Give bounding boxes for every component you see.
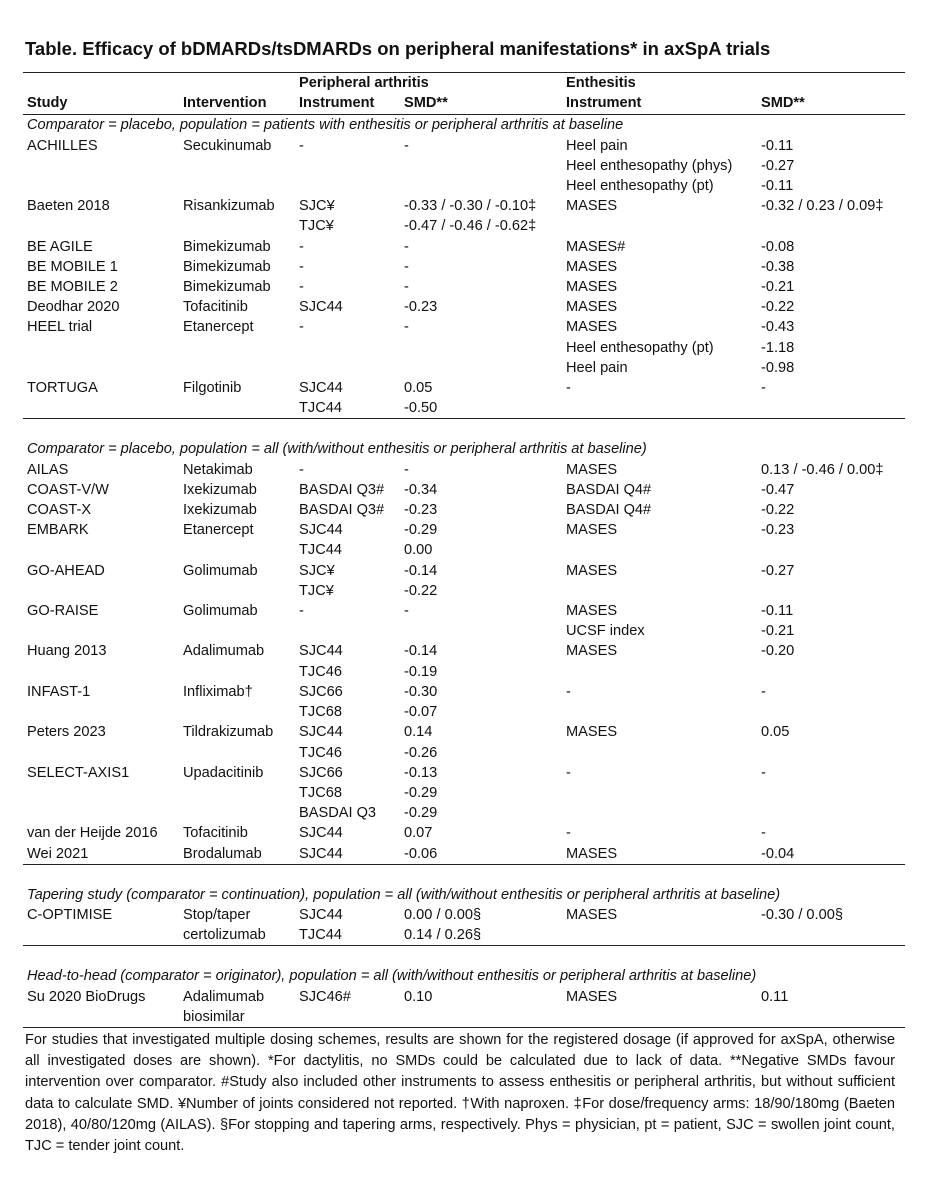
table-row [23, 398, 905, 419]
cell-en-smd: -0.21 [761, 623, 795, 640]
cell-study [23, 338, 179, 358]
cell-pa-instrument: SJC44 [295, 844, 400, 865]
cell-pa-smd: 0.00 / 0.00§ [404, 906, 482, 923]
cell-en-smd [757, 783, 905, 803]
cell-pa-instrument: - [299, 279, 304, 296]
cell-en-smd: 0.11 [761, 988, 789, 1005]
cell-en-instrument [562, 925, 757, 946]
table-row [23, 641, 905, 661]
cell-pa-instrument: TJC44 [295, 925, 400, 946]
cell-pa-smd [400, 176, 562, 196]
cell-pa-smd: 0.14 [404, 724, 433, 741]
cell-study: TORTUGA [27, 380, 98, 397]
cell-pa-smd: -0.47 / -0.46 / -0.62‡ [404, 218, 537, 235]
cell-pa-smd: 0.00 [404, 542, 433, 559]
cell-pa-instrument: SJC¥ [299, 198, 335, 215]
cell-pa-smd [400, 338, 562, 358]
table-row [23, 1007, 905, 1028]
cell-study: ACHILLES [27, 137, 98, 154]
footnote: For studies that investigated multiple dosing schemes, results are shown for the registered dosage (if approved for axSpA, otherwise all investigated doses are shown). *For dactylitis, no SMDs could be calculated due to lack of data. **Negative SMDs favour intervention over comparator. #Study also included other instruments to assess enthesitis or peripheral arthritis, but without sufficient data to calculate SMD. ¥Number of joints considered not reported. †With naproxen. ‡For dose/frequency arms: 18/90/180mg (Baeten 2018), 40/80/120mg (AILAS). §For stopping and tapering arms, respectively. Phys = physician, pt = patient, SJC = swollen joint count, TJC = tender joint count. [25, 1032, 895, 1155]
cell-pa-instrument: SJC44 [299, 522, 343, 539]
cell-intervention: Bimekizumab [183, 258, 271, 275]
cell-en-smd [757, 662, 905, 682]
table-row [23, 520, 905, 540]
cell-en-smd: -0.27 [761, 562, 795, 579]
cell-study [23, 398, 179, 419]
table-row [23, 763, 905, 783]
cell-study [23, 621, 179, 641]
cell-study: C-OPTIMISE [27, 906, 113, 923]
table-row [23, 682, 905, 702]
cell-intervention: Risankizumab [183, 198, 275, 215]
cell-pa-smd: -0.29 [404, 784, 438, 801]
table-row [23, 358, 905, 378]
table-row [23, 783, 905, 803]
cell-pa-smd: -0.26 [404, 744, 438, 761]
cell-study [23, 216, 179, 236]
cell-intervention: Filgotinib [183, 380, 242, 397]
cell-pa-instrument: SJC44 [299, 825, 343, 842]
cell-study: Huang 2013 [27, 643, 107, 660]
cell-pa-instrument: TJC44 [295, 398, 400, 419]
cell-en-instrument [562, 398, 757, 419]
cell-en-smd: -0.22 [761, 502, 795, 519]
cell-pa-instrument: - [299, 258, 304, 275]
section-header-row [23, 439, 905, 459]
cell-pa-smd [400, 358, 562, 378]
cell-en-smd: -0.32 / 0.23 / 0.09‡ [761, 198, 884, 215]
cell-intervention: Tofacitinib [183, 299, 248, 316]
cell-intervention [179, 338, 295, 358]
cell-intervention: Bimekizumab [183, 279, 271, 296]
table-row [23, 621, 905, 641]
section-spacer [23, 419, 905, 440]
table-row [23, 136, 905, 156]
cell-pa-smd: - [404, 319, 409, 336]
cell-en-instrument: MASES [566, 906, 618, 923]
table-row [23, 216, 905, 236]
section-title: Tapering study (comparator = continuation), population = all (with/without enthesitis or peripheral arthritis at baseline) [27, 886, 781, 903]
cell-study: GO-RAISE [27, 603, 99, 620]
cell-en-instrument: MASES [566, 643, 618, 660]
cell-en-smd [757, 702, 905, 722]
cell-pa-instrument: TJC¥ [299, 218, 334, 235]
cell-en-instrument [562, 662, 757, 682]
cell-intervention [179, 216, 295, 236]
header-study: Study [23, 93, 179, 115]
cell-pa-smd: 0.10 [404, 988, 433, 1005]
cell-en-instrument: - [566, 380, 571, 397]
cell-en-instrument [562, 540, 757, 560]
cell-pa-smd: -0.50 [400, 398, 562, 419]
table-row [23, 480, 905, 500]
cell-study: HEEL trial [27, 319, 93, 336]
cell-pa-instrument [295, 156, 400, 176]
cell-study: Su 2020 BioDrugs [27, 988, 146, 1005]
cell-en-instrument: - [566, 764, 571, 781]
table-row [23, 540, 905, 560]
cell-intervention [179, 702, 295, 722]
cell-en-instrument: MASES [566, 279, 618, 296]
cell-en-smd [757, 581, 905, 601]
cell-en-smd: -0.47 [761, 481, 795, 498]
cell-en-smd: -0.98 [761, 359, 795, 376]
cell-pa-instrument: - [299, 238, 304, 255]
cell-intervention [179, 581, 295, 601]
cell-pa-instrument [295, 1007, 400, 1028]
cell-pa-instrument: SJC44 [299, 724, 343, 741]
cell-intervention: Ixekizumab [183, 502, 257, 519]
cell-en-instrument: BASDAI Q4# [566, 502, 652, 519]
cell-study [23, 358, 179, 378]
header-en-instrument: Instrument [562, 93, 757, 115]
cell-intervention: Infliximab† [183, 683, 253, 700]
cell-intervention: Ixekizumab [183, 481, 257, 498]
cell-pa-smd [400, 156, 562, 176]
cell-pa-instrument: SJC44 [299, 380, 343, 397]
cell-pa-instrument: BASDAI Q3# [299, 481, 385, 498]
cell-study: EMBARK [27, 522, 89, 539]
cell-pa-smd: -0.34 [404, 481, 438, 498]
cell-study: BE MOBILE 1 [27, 258, 118, 275]
cell-intervention: certolizumab [179, 925, 295, 946]
cell-en-instrument: Heel enthesopathy (pt) [566, 339, 714, 356]
cell-study [23, 925, 179, 946]
cell-pa-instrument [295, 176, 400, 196]
cell-en-instrument: - [566, 825, 571, 842]
cell-intervention: Golimumab [183, 562, 258, 579]
cell-en-smd: -0.11 [761, 603, 794, 620]
cell-pa-instrument: - [299, 603, 304, 620]
cell-en-instrument: MASES [566, 461, 618, 478]
cell-study [23, 803, 179, 823]
table-row [23, 257, 905, 277]
cell-en-instrument: MASES [566, 198, 618, 215]
cell-intervention [179, 358, 295, 378]
cell-pa-instrument [295, 621, 400, 641]
table-row [23, 702, 905, 722]
cell-en-smd: -0.08 [761, 238, 795, 255]
cell-study: Peters 2023 [27, 724, 106, 741]
cell-pa-instrument: - [299, 319, 304, 336]
table-row [23, 156, 905, 176]
table-body [23, 115, 905, 1028]
cell-intervention [179, 803, 295, 823]
cell-intervention: Brodalumab [179, 844, 295, 865]
cell-study [23, 156, 179, 176]
cell-en-smd: - [761, 683, 766, 700]
table-row [23, 237, 905, 257]
table-row [23, 844, 905, 865]
table-row [23, 500, 905, 520]
cell-en-instrument: MASES [566, 299, 618, 316]
cell-study [23, 176, 179, 196]
cell-en-instrument: UCSF index [566, 623, 645, 640]
cell-en-smd: 0.13 / -0.46 / 0.00‡ [761, 461, 884, 478]
cell-en-instrument [562, 1007, 757, 1028]
cell-study [23, 1007, 179, 1028]
cell-study: INFAST-1 [27, 683, 91, 700]
cell-en-smd [757, 1007, 905, 1028]
cell-pa-smd [400, 1007, 562, 1028]
cell-study [23, 662, 179, 682]
cell-en-smd: -0.23 [761, 522, 795, 539]
cell-pa-instrument [295, 338, 400, 358]
table-row [23, 196, 905, 216]
cell-en-smd [757, 925, 905, 946]
cell-pa-smd: -0.22 [404, 582, 438, 599]
section-header-row [23, 966, 905, 986]
cell-en-instrument: - [566, 683, 571, 700]
cell-en-instrument: Heel enthesopathy (phys) [566, 157, 733, 174]
cell-study: SELECT-AXIS1 [27, 764, 130, 781]
table-header [23, 73, 905, 115]
cell-intervention [179, 156, 295, 176]
cell-pa-instrument: BASDAI Q3 [299, 805, 377, 822]
cell-en-instrument [562, 581, 757, 601]
cell-intervention: Etanercept [183, 522, 254, 539]
cell-en-instrument [562, 702, 757, 722]
cell-study: COAST-V/W [27, 481, 109, 498]
table-row [23, 460, 905, 480]
cell-pa-smd: -0.23 [404, 502, 438, 519]
cell-study: AILAS [27, 461, 69, 478]
cell-pa-smd: -0.06 [400, 844, 562, 865]
table-row [23, 277, 905, 297]
cell-en-instrument: MASES [566, 258, 618, 275]
cell-study [23, 581, 179, 601]
section-header-row [23, 115, 905, 136]
cell-en-instrument: MASES [562, 844, 757, 865]
cell-pa-smd: - [404, 137, 409, 154]
cell-study: BE MOBILE 2 [27, 279, 118, 296]
cell-en-smd: -0.43 [761, 319, 795, 336]
cell-study [23, 783, 179, 803]
cell-pa-instrument: TJC68 [299, 704, 342, 721]
table-row [23, 722, 905, 742]
header-pa-smd: SMD** [400, 93, 562, 115]
section-header-row [23, 885, 905, 905]
cell-en-smd: -1.18 [761, 339, 795, 356]
table-row [23, 905, 905, 925]
cell-study [23, 743, 179, 763]
section-title: Comparator = placebo, population = all (with/without enthesitis or peripheral arthritis at baseline) [27, 441, 647, 458]
cell-en-smd: - [761, 764, 766, 781]
cell-pa-instrument [295, 358, 400, 378]
cell-en-smd: -0.20 [761, 643, 795, 660]
cell-study [23, 540, 179, 560]
cell-pa-instrument: SJC44 [299, 643, 343, 660]
cell-pa-smd: -0.07 [404, 704, 438, 721]
cell-en-instrument: MASES [566, 319, 618, 336]
cell-pa-instrument: SJC66 [299, 764, 343, 781]
section-spacer [23, 946, 905, 967]
cell-study: Deodhar 2020 [27, 299, 120, 316]
cell-pa-instrument: TJC44 [299, 542, 342, 559]
cell-en-smd: -0.22 [761, 299, 795, 316]
cell-intervention [179, 662, 295, 682]
cell-en-instrument: MASES [566, 988, 618, 1005]
cell-intervention: Etanercept [183, 319, 254, 336]
cell-pa-instrument: SJC¥ [299, 562, 335, 579]
cell-en-instrument: MASES# [566, 238, 626, 255]
cell-pa-instrument: - [299, 461, 304, 478]
cell-pa-smd: - [404, 461, 409, 478]
section-title: Head-to-head (comparator = originator), population = all (with/without enthesitis or peripheral arthritis at baseline) [27, 968, 757, 985]
cell-intervention: biosimilar [179, 1007, 295, 1028]
table-row [23, 378, 905, 398]
cell-pa-smd: -0.14 [404, 643, 438, 660]
table-row [23, 581, 905, 601]
cell-en-instrument [562, 783, 757, 803]
cell-pa-instrument: TJC¥ [299, 582, 334, 599]
cell-pa-instrument: BASDAI Q3# [299, 502, 385, 519]
cell-study: GO-AHEAD [27, 562, 105, 579]
cell-en-smd [757, 743, 905, 763]
cell-intervention: Golimumab [183, 603, 258, 620]
cell-pa-smd: -0.19 [404, 663, 438, 680]
table-title: Table. Efficacy of bDMARDs/tsDMARDs on peripheral manifestations* in axSpA trials [25, 38, 771, 59]
cell-study: Baeten 2018 [27, 198, 110, 215]
cell-en-smd [757, 803, 905, 823]
section-spacer [23, 864, 905, 885]
cell-pa-smd: 0.07 [404, 825, 433, 842]
header-en-smd: SMD** [757, 93, 905, 115]
cell-pa-instrument: - [299, 137, 304, 154]
cell-en-instrument: Heel pain [566, 137, 628, 154]
cell-en-smd [757, 398, 905, 419]
cell-en-instrument: BASDAI Q4# [566, 481, 652, 498]
header-peripheral-arthritis: Peripheral arthritis [299, 75, 429, 91]
cell-en-instrument: Heel enthesopathy (pt) [566, 178, 714, 195]
cell-intervention: Adalimumab [183, 643, 265, 660]
cell-en-instrument: Heel pain [566, 359, 628, 376]
cell-en-instrument: MASES [566, 522, 618, 539]
table-row [23, 297, 905, 317]
cell-pa-instrument: TJC68 [299, 784, 342, 801]
cell-en-instrument: MASES [566, 562, 618, 579]
cell-en-smd: -0.11 [761, 137, 794, 154]
cell-en-smd: - [761, 825, 766, 842]
cell-intervention: Upadacitinib [183, 764, 264, 781]
cell-pa-instrument: SJC44 [299, 906, 343, 923]
cell-pa-instrument: SJC44 [299, 299, 343, 316]
cell-intervention: Adalimumab [183, 988, 265, 1005]
cell-en-instrument [562, 743, 757, 763]
table-row [23, 823, 905, 843]
cell-en-smd [757, 216, 905, 236]
cell-en-smd: 0.05 [761, 724, 790, 741]
header-intervention: Intervention [179, 93, 295, 115]
cell-pa-instrument: SJC46# [299, 988, 351, 1005]
cell-pa-smd: - [404, 603, 409, 620]
cell-en-smd: -0.21 [761, 279, 795, 296]
cell-en-instrument: MASES [566, 603, 618, 620]
table-row [23, 987, 905, 1007]
cell-pa-smd: -0.33 / -0.30 / -0.10‡ [404, 198, 537, 215]
section-title: Comparator = placebo, population = patients with enthesitis or peripheral arthritis at baseline [27, 117, 624, 134]
cell-study: van der Heijde 2016 [27, 825, 158, 842]
header-pa-instrument: Instrument [295, 93, 400, 115]
cell-intervention: Bimekizumab [183, 238, 271, 255]
cell-pa-instrument: SJC66 [299, 683, 343, 700]
cell-study: COAST-X [27, 502, 92, 519]
cell-pa-smd: -0.30 [404, 683, 438, 700]
cell-intervention [179, 540, 295, 560]
cell-en-instrument: MASES [566, 724, 618, 741]
cell-en-smd: -0.38 [761, 258, 795, 275]
cell-study: Wei 2021 [23, 844, 179, 865]
table-row [23, 561, 905, 581]
cell-intervention: Tofacitinib [183, 825, 248, 842]
cell-en-instrument [562, 803, 757, 823]
cell-en-smd: -0.27 [761, 157, 795, 174]
cell-en-smd: -0.11 [761, 178, 794, 195]
cell-pa-smd: -0.29 [404, 522, 438, 539]
cell-pa-smd [400, 621, 562, 641]
table-row [23, 601, 905, 621]
table-row [23, 803, 905, 823]
cell-pa-smd: -0.13 [404, 764, 438, 781]
cell-en-smd: - [761, 380, 766, 397]
cell-en-instrument [562, 216, 757, 236]
cell-pa-smd: - [404, 279, 409, 296]
cell-intervention: Secukinumab [183, 137, 272, 154]
table-row [23, 743, 905, 763]
table-row [23, 176, 905, 196]
header-enthesitis: Enthesitis [566, 75, 636, 91]
cell-pa-smd: 0.05 [404, 380, 433, 397]
cell-intervention: Stop/taper [183, 906, 251, 923]
cell-pa-smd: -0.29 [404, 805, 438, 822]
cell-intervention [179, 743, 295, 763]
cell-pa-instrument: TJC46 [299, 744, 342, 761]
cell-intervention [179, 621, 295, 641]
cell-en-smd [757, 540, 905, 560]
cell-pa-smd: - [404, 238, 409, 255]
table-row [23, 338, 905, 358]
cell-intervention [179, 398, 295, 419]
efficacy-table [23, 72, 905, 1028]
cell-intervention [179, 783, 295, 803]
cell-study: BE AGILE [27, 238, 93, 255]
cell-pa-smd: -0.14 [404, 562, 438, 579]
cell-intervention: Netakimab [183, 461, 253, 478]
table-row [23, 925, 905, 946]
cell-pa-instrument: TJC46 [299, 663, 342, 680]
table-row [23, 662, 905, 682]
cell-pa-smd: -0.23 [404, 299, 438, 316]
cell-intervention: Tildrakizumab [183, 724, 274, 741]
cell-study [23, 702, 179, 722]
table-row [23, 317, 905, 337]
cell-intervention [179, 176, 295, 196]
cell-pa-smd: - [404, 258, 409, 275]
cell-en-smd: -0.04 [757, 844, 905, 865]
cell-pa-smd: 0.14 / 0.26§ [400, 925, 562, 946]
cell-en-smd: -0.30 / 0.00§ [761, 906, 843, 923]
